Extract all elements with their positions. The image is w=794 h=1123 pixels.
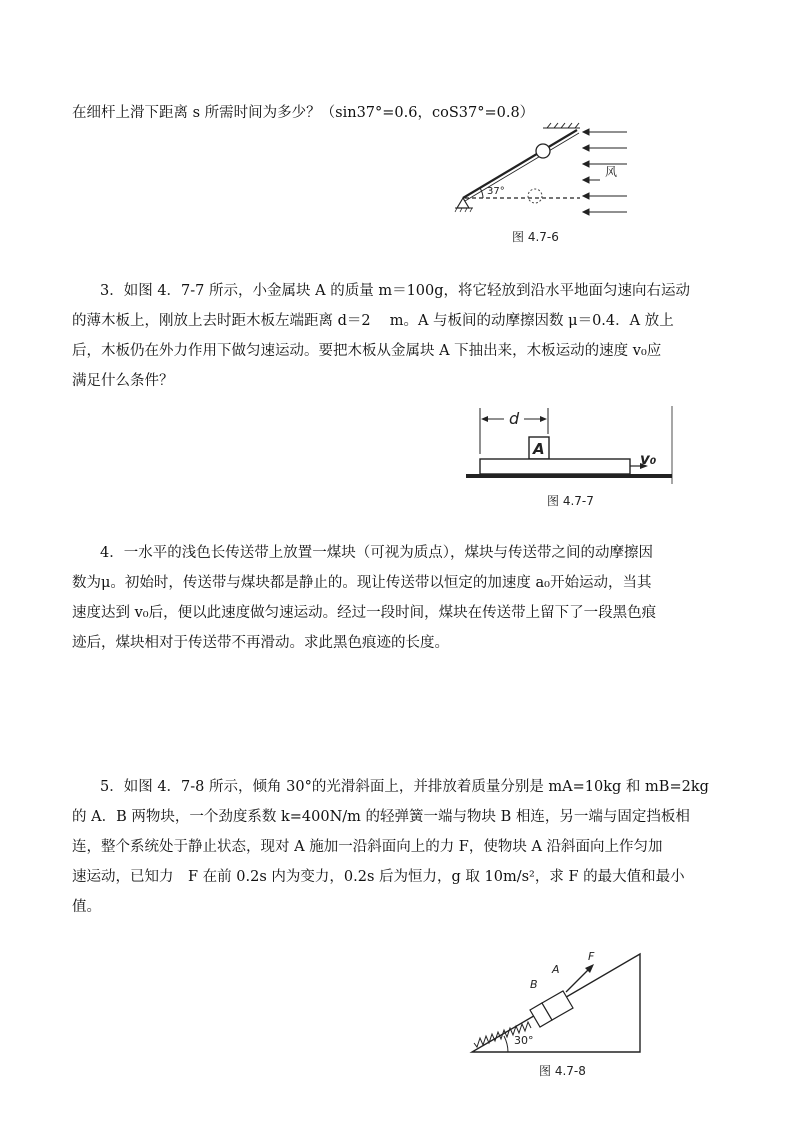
figure-4-7-8-caption: 图 4.7-8 <box>539 1064 586 1078</box>
ball <box>536 144 550 158</box>
q4-text-line: 速度达到 v₀后，便以此速度做匀速运动。经过一段时间，煤块在传送带上留下了一段黑色痕 <box>72 605 657 621</box>
q3-text-line: 后，木板仍在外力作用下做匀速运动。要把木板从金属块 A 下抽出来，木板运动的速度 v₀应 <box>72 343 662 359</box>
wind-label: 风 <box>605 165 618 179</box>
q3-text-line: 满足什么条件？ <box>72 373 174 389</box>
v0-label: v₀ <box>640 450 657 468</box>
ball-initial <box>528 189 542 203</box>
F-label: F <box>588 950 595 963</box>
q5-text-line: 的 A．B 两物块，一个劲度系数 k=400N/m 的轻弹簧一端与物块 B 相连，另一端与固定挡板相 <box>72 809 690 825</box>
q5-text-line: 速运动，已知力 F 在前 0.2s 内为变力，0.2s 后为恒力，g 取 10m/s²，求 F 的最大值和最小 <box>72 869 685 885</box>
q2-text-line: 在细杆上滑下距离 s 所需时间为多少？（sin37°=0.6，coS37°=0.8） <box>72 105 535 121</box>
A-label: A <box>552 963 560 976</box>
inclined-rod <box>463 130 577 198</box>
q3-text-line: 3．如图 4．7-7 所示，小金属块 A 的质量 m＝100g，将它轻放到沿水平地面匀速向右运动 <box>100 283 691 299</box>
q4-text-line: 迹后，煤块相对于传送带不再滑动。求此黑色痕迹的长度。 <box>72 635 449 651</box>
q4-text-line: 4．一水平的浅色长传送带上放置一煤块（可视为质点），煤块与传送带之间的动摩擦因 <box>100 545 653 561</box>
figure-4-7-8 <box>468 948 644 1058</box>
d-label: d <box>509 409 520 428</box>
figure-4-7-6-caption: 图 4.7-6 <box>512 230 559 244</box>
figure-4-7-7 <box>464 404 676 490</box>
q3-text-line: 的薄木板上，刚放上去时距木板左端距离 d＝2 m。A 与板间的动摩擦因数 μ＝0.4．A 放上 <box>72 313 674 329</box>
figure-4-7-6 <box>455 120 635 220</box>
q4-text-line: 数为μ。初始时，传送带与煤块都是静止的。现让传送带以恒定的加速度 a₀开始运动，当其 <box>72 575 652 591</box>
angle-label: 37° <box>487 186 505 197</box>
ceiling-hatch <box>543 123 580 128</box>
figure-4-7-7-caption: 图 4.7-7 <box>547 494 594 508</box>
block-A-label: A <box>533 440 545 458</box>
q5-text-line: 值。 <box>72 899 101 915</box>
ground <box>466 474 672 478</box>
B-label: B <box>530 978 538 991</box>
q5-text-line: 5．如图 4．7-8 所示，倾角 30°的光滑斜面上，并排放着质量分别是 mA=10kg 和 mB=2kg <box>100 779 709 795</box>
angle-label: 30° <box>514 1034 534 1047</box>
board <box>480 459 630 474</box>
q5-text-line: 连，整个系统处于静止状态，现对 A 施加一沿斜面向上的力 F，使物块 A 沿斜面向上作匀加 <box>72 839 663 855</box>
